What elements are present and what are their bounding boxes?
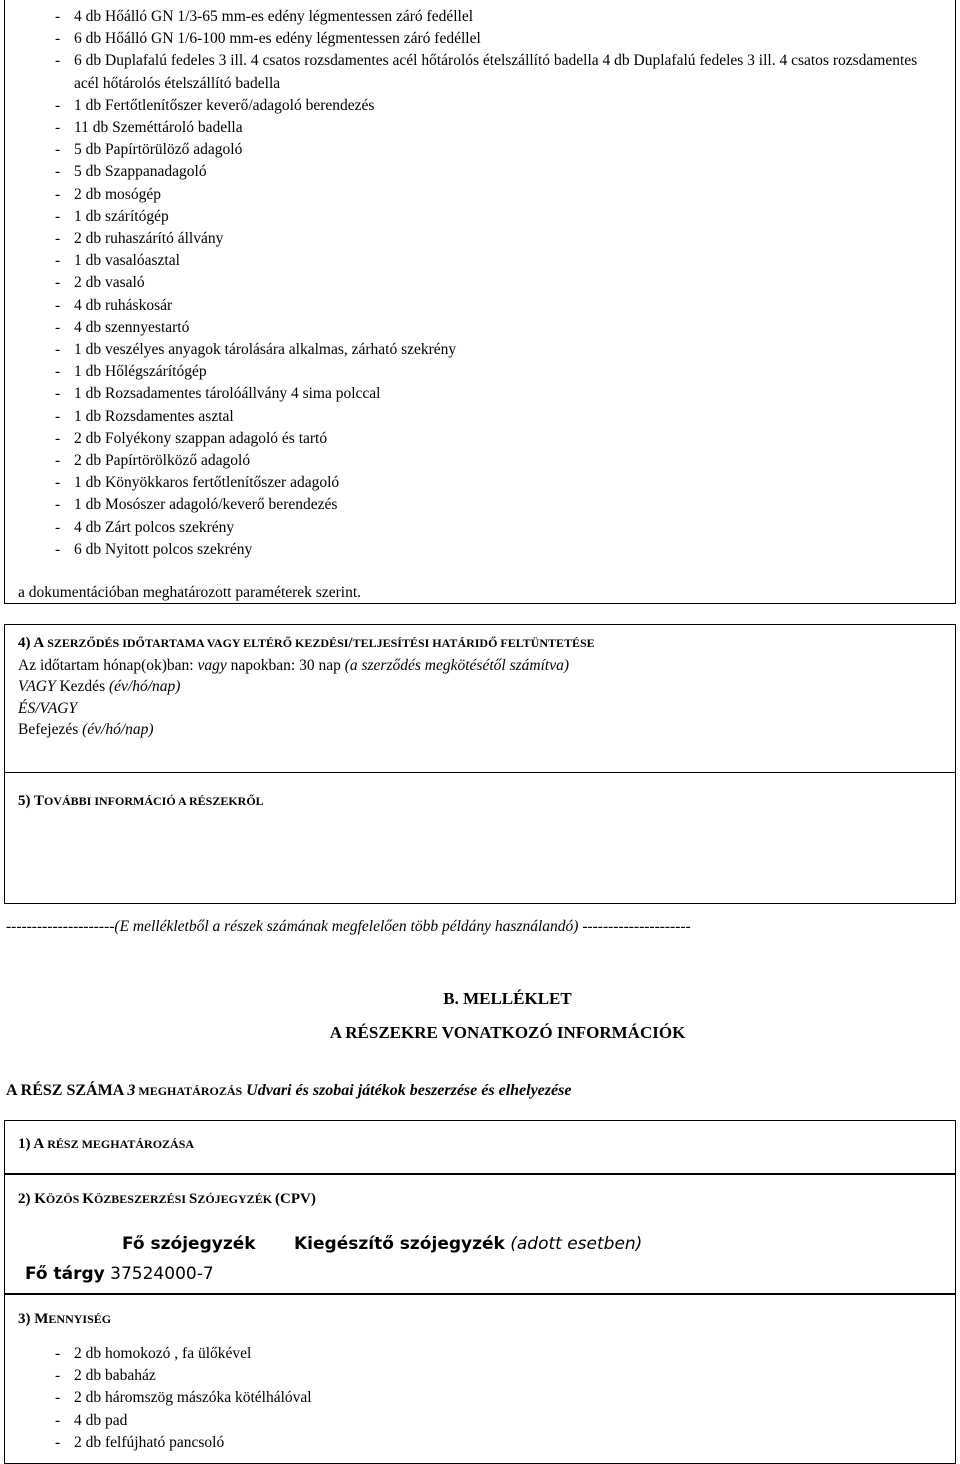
section5-box	[4, 772, 956, 904]
list-dash: -	[55, 474, 61, 492]
list-item	[5, 1432, 955, 1454]
list-item-text: 5 db Papírtörülöző adagoló	[74, 141, 243, 159]
list-dash: -	[55, 230, 61, 248]
heading-fragment: ÖZBESZERZÉSI	[93, 1192, 189, 1206]
list-item	[5, 184, 955, 206]
list-item	[5, 517, 955, 539]
list-dash: -	[55, 52, 61, 70]
list-item	[5, 95, 955, 117]
quantity-list	[5, 1343, 955, 1454]
list-item-text: 1 db veszélyes anyagok tárolására alkalmas, zárható szekrény	[74, 341, 457, 359]
list-dash: -	[55, 1345, 61, 1362]
list-dash: -	[55, 407, 61, 425]
list-item	[5, 250, 955, 272]
list-item	[5, 406, 955, 428]
list-item-text: 1 db Mosószer adagoló/keverő berendezés	[74, 496, 338, 514]
quantity-heading: 3) MENNYISÉG	[18, 1311, 112, 1327]
heading-fragment: K	[82, 1191, 94, 1207]
list-dash: -	[55, 429, 61, 447]
item-list	[5, 6, 955, 561]
list-item-text: 2 db felfújható pancsoló	[74, 1433, 225, 1451]
item-list-box	[4, 0, 956, 604]
list-item-text: 2 db homokozó , fa ülőkével	[74, 1345, 252, 1362]
list-dash: -	[55, 363, 61, 381]
cpv-column-main: Fő szójegyzék	[122, 1234, 256, 1254]
start-line: VAGY Kezdés (év/hó/nap)	[18, 678, 181, 695]
list-dash: -	[55, 30, 61, 48]
list-dash: -	[55, 341, 61, 359]
list-item	[5, 1387, 955, 1409]
heading-fragment: TELJESÍTÉSI HATÁRIDŐ FELTÜNTETÉSE	[352, 636, 595, 650]
list-item-text: 4 db Hőálló GN 1/3-65 mm-es edény légmentessen záró fedéllel	[74, 8, 474, 25]
list-item-text: 4 db Zárt polcos szekrény	[74, 518, 235, 536]
list-item	[5, 339, 955, 361]
part-number-line: A RÉSZ SZÁMA 3 MEGHATÁROZÁS Udvari és szobai játékok beszerzése és elhelyezése	[6, 1082, 572, 1099]
list-dash: -	[55, 207, 61, 225]
cpv-column-extra: Kiegészítő szójegyzék (adott esetben)	[294, 1234, 643, 1254]
list-item	[5, 206, 955, 228]
copy-separator: ---------------------(E mellékletből a részek számának megfelelően több példány használandó) ---------------------	[6, 918, 691, 935]
heading-fragment: A	[33, 635, 48, 651]
list-dash: -	[55, 96, 61, 114]
list-item-text: 5 db Szappanadagoló	[74, 163, 207, 181]
heading-fragment: SZERZŐDÉS IDŐTARTAMA VAGY ELTÉRŐ KEZDÉSI	[47, 636, 349, 650]
list-item	[5, 1365, 955, 1387]
section5-heading: 5) TOVÁBBI INFORMÁCIÓ A RÉSZEKRŐL	[18, 793, 264, 809]
heading-fragment: ÖZÖS	[45, 1192, 83, 1206]
list-item-text: 1 db vasalóasztal	[74, 252, 180, 270]
list-item-text: 2 db ruhaszárító állvány	[74, 230, 224, 248]
list-item-text: 4 db szennyestartó	[74, 318, 190, 336]
list-dash: -	[55, 385, 61, 403]
list-item-text: 2 db vasaló	[74, 274, 145, 292]
list-dash: -	[55, 252, 61, 270]
section4-heading: 4) A SZERZŐDÉS IDŐTARTAMA VAGY ELTÉRŐ KEZDÉSI/TELJESÍTÉSI HATÁRIDŐ FELTÜNTETÉSE	[18, 635, 595, 651]
list-dash: -	[55, 163, 61, 181]
section-cpv-box	[4, 1174, 956, 1294]
heading-fragment: S	[189, 1191, 198, 1207]
and-or-line: ÉS/VAGY	[18, 699, 78, 717]
list-closing-text: a dokumentációban meghatározott paraméterek szerint.	[18, 584, 361, 601]
list-item-text: 1 db szárítógép	[74, 207, 169, 225]
list-item-text: 2 db babaház	[74, 1367, 156, 1385]
list-item-text: 6 db Duplafalú fedeles 3 ill. 4 csatos rozsdamentes acél hőtárolós ételszállító badella 4 db Duplafalú fedeles 3 ill. 4 csatos rozsdamentes acél hőtárolós ételszállító badella	[74, 52, 918, 92]
list-item	[5, 139, 955, 161]
part-definition-heading: 1) A RÉSZ MEGHATÁROZÁSA	[18, 1136, 195, 1152]
list-item	[5, 295, 955, 317]
list-dash: -	[55, 185, 61, 203]
list-dash: -	[55, 540, 61, 558]
list-item	[5, 117, 955, 139]
list-dash: -	[55, 1367, 61, 1385]
heading-fragment: 2) K	[18, 1191, 46, 1207]
list-item	[5, 272, 955, 294]
annex-title: B. MELLÉKLET	[443, 989, 572, 1008]
cpv-heading	[18, 1189, 316, 1211]
list-item-text: 1 db Rozsadamentes tárolóállvány 4 sima polccal	[74, 385, 381, 403]
list-dash: -	[55, 8, 61, 25]
list-item	[5, 228, 955, 250]
list-dash: -	[55, 274, 61, 292]
cpv-main-subject-row: Fő tárgy 37524000-7	[25, 1264, 214, 1284]
section-part-definition-box	[4, 1120, 956, 1174]
list-dash: -	[55, 1433, 61, 1451]
end-line: Befejezés (év/hó/nap)	[18, 721, 154, 738]
list-item	[5, 494, 955, 516]
list-item	[5, 428, 955, 450]
list-item	[5, 472, 955, 494]
list-item	[5, 6, 955, 28]
list-item	[5, 317, 955, 339]
list-item	[5, 50, 955, 94]
list-item-text: 1 db Fertőtlenítőszer keverő/adagoló berendezés	[74, 96, 375, 114]
list-item	[5, 1343, 955, 1365]
list-item	[5, 361, 955, 383]
list-item-text: 6 db Nyitott polcos szekrény	[74, 540, 253, 558]
heading-fragment: ZÓJEGYZÉK	[197, 1192, 276, 1206]
annex-subtitle: A RÉSZEKRE VONATKOZÓ INFORMÁCIÓK	[329, 1023, 686, 1042]
list-item-text: 2 db mosógép	[74, 185, 161, 203]
list-item-text: 1 db Hőlégszárítógép	[74, 363, 207, 381]
list-item-text: 2 db háromszög mászóka kötélhálóval	[74, 1389, 312, 1407]
section-quantity-box	[4, 1294, 956, 1464]
list-dash: -	[55, 1411, 61, 1429]
section4-box	[4, 624, 956, 773]
list-dash: -	[55, 296, 61, 314]
list-dash: -	[55, 518, 61, 536]
list-item	[5, 161, 955, 183]
heading-fragment: (CPV)	[275, 1191, 316, 1207]
list-item-text: 11 db Szeméttároló badella	[74, 119, 243, 137]
list-item	[5, 1410, 955, 1432]
list-item-text: 2 db Papírtörölköző adagoló	[74, 452, 251, 470]
list-item	[5, 450, 955, 472]
list-item-text: 4 db pad	[74, 1411, 128, 1429]
list-dash: -	[55, 119, 61, 137]
list-item-text: 6 db Hőálló GN 1/6-100 mm-es edény légmentessen záró fedéllel	[74, 30, 481, 48]
list-dash: -	[55, 1389, 61, 1407]
list-item-text: 4 db ruháskosár	[74, 296, 173, 314]
list-item	[5, 383, 955, 405]
list-dash: -	[55, 452, 61, 470]
duration-line: Az időtartam hónap(ok)ban: vagy napokban: 30 nap (a szerződés megkötésétől számítva)	[18, 656, 569, 674]
list-dash: -	[55, 496, 61, 514]
list-dash: -	[55, 141, 61, 159]
list-item	[5, 539, 955, 561]
list-item-text: 1 db Könyökkaros fertőtlenítőszer adagoló	[74, 474, 340, 492]
list-item-text: 1 db Rozsdamentes asztal	[74, 407, 234, 425]
list-item	[5, 28, 955, 50]
list-dash: -	[55, 318, 61, 336]
list-item-text: 2 db Folyékony szappan adagoló és tartó	[74, 429, 328, 447]
heading-fragment: /	[348, 635, 353, 651]
